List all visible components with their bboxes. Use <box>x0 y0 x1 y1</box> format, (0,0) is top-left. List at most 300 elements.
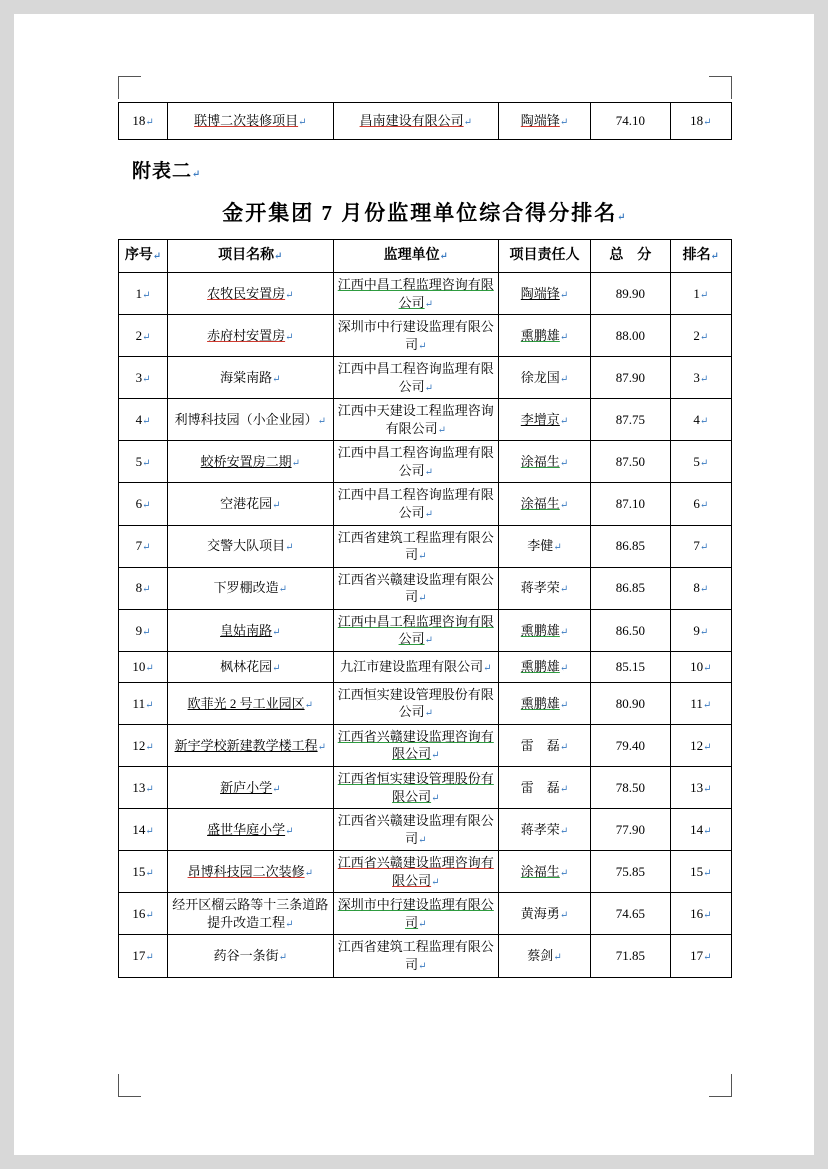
cell-unit <box>333 483 499 525</box>
cell-unit <box>333 525 499 567</box>
cell-text: 3 <box>693 369 700 385</box>
crop-mark-bottom-right <box>709 1074 732 1097</box>
cell-text: 徐龙国 <box>520 369 560 385</box>
cell-rank <box>670 682 731 724</box>
pilcrow-mark: ↵ <box>559 825 569 837</box>
cell-text: 78.50 <box>615 779 645 795</box>
cell-score <box>590 103 670 140</box>
cell-text: 联博二次装修项目 <box>194 113 299 129</box>
pilcrow-mark: ↵ <box>272 500 281 512</box>
pilcrow-mark: ↵ <box>699 289 709 301</box>
pilcrow-mark: ↵ <box>291 458 300 470</box>
table-row <box>119 399 732 441</box>
cell-text: 13 <box>132 779 146 795</box>
pilcrow-mark: ↵ <box>274 250 283 262</box>
pilcrow-mark: ↵ <box>285 542 294 554</box>
cell-text: 15 <box>690 863 704 879</box>
cell-rank <box>670 525 731 567</box>
cell-index <box>119 525 168 567</box>
cell-text: 空港花园 <box>220 496 273 512</box>
cell-project <box>168 441 334 483</box>
cell-text: 6 <box>693 496 700 512</box>
cell-project <box>168 399 334 441</box>
cell-text: 14 <box>132 821 146 837</box>
cell-text: 江西中昌工程咨询监理有限公司 <box>337 487 494 521</box>
pilcrow-mark: ↵ <box>699 626 709 638</box>
cell-unit <box>333 893 499 935</box>
cell-unit <box>333 724 499 766</box>
previous-table-last-row <box>118 102 732 140</box>
cell-rank <box>670 103 731 140</box>
pilcrow-mark: ↵ <box>703 952 712 964</box>
cell-text: 深圳市中行建设监理有限公司 <box>337 319 494 352</box>
table-row <box>119 767 732 809</box>
cell-text: 蔡剑 <box>527 948 554 964</box>
pilcrow-mark: ↵ <box>553 952 562 964</box>
pilcrow-mark: ↵ <box>142 500 151 512</box>
ranking-table <box>118 239 732 978</box>
cell-text: 江西中昌工程咨询监理有限公司 <box>337 445 494 478</box>
cell-project <box>168 357 334 399</box>
cell-text: 2 <box>135 327 143 343</box>
document-content <box>118 76 732 978</box>
cell-rank <box>670 724 731 766</box>
cell-index <box>119 483 168 525</box>
cell-person <box>499 609 591 651</box>
pilcrow-mark: ↵ <box>152 250 162 262</box>
cell-unit <box>333 103 499 140</box>
header-text: 项目责任人 <box>509 247 580 263</box>
pilcrow-mark: ↵ <box>703 663 712 675</box>
pilcrow-mark: ↵ <box>699 500 709 512</box>
cell-project <box>168 893 334 935</box>
cell-text: 药谷一条街 <box>213 948 279 964</box>
pilcrow-mark: ↵ <box>272 783 281 795</box>
cell-person <box>499 273 591 315</box>
cell-index <box>119 273 168 315</box>
pilcrow-mark: ↵ <box>145 825 154 837</box>
cell-text: 赤府村安置房 <box>207 327 286 343</box>
cell-text: 14 <box>690 821 704 837</box>
cell-text: 8 <box>693 580 700 596</box>
table-row <box>119 567 732 609</box>
cell-text: 8 <box>135 580 143 596</box>
pilcrow-mark: ↵ <box>702 699 712 711</box>
cell-text: 涂福生 <box>520 863 560 879</box>
cell-text: 1 <box>135 285 143 301</box>
cell-index <box>119 935 168 977</box>
pilcrow-mark: ↵ <box>431 876 440 888</box>
cell-person <box>499 851 591 893</box>
table-row <box>119 357 732 399</box>
cell-text: 深圳市中行建设监理有限公司 <box>337 897 494 930</box>
table-row <box>119 441 732 483</box>
pilcrow-mark: ↵ <box>145 783 154 795</box>
pilcrow-mark: ↵ <box>145 910 154 922</box>
cell-rank <box>670 315 731 357</box>
pilcrow-mark: ↵ <box>559 416 569 428</box>
cell-text: 87.50 <box>615 454 645 470</box>
pilcrow-mark: ↵ <box>272 663 281 675</box>
pilcrow-mark: ↵ <box>463 117 472 129</box>
cell-text: 79.40 <box>615 737 645 753</box>
cell-unit <box>333 315 499 357</box>
cell-rank <box>670 567 731 609</box>
cell-text: 74.10 <box>615 113 645 129</box>
pilcrow-mark: ↵ <box>703 825 712 837</box>
cell-text: 15 <box>132 863 146 879</box>
pilcrow-mark: ↵ <box>559 500 569 512</box>
cell-rank <box>670 767 731 809</box>
header-project <box>168 240 334 273</box>
pilcrow-mark: ↵ <box>142 542 151 554</box>
pilcrow-mark: ↵ <box>699 584 709 596</box>
table-row <box>119 315 732 357</box>
pilcrow-mark: ↵ <box>192 169 202 180</box>
pilcrow-mark: ↵ <box>559 117 569 129</box>
pilcrow-mark: ↵ <box>559 910 569 922</box>
table-row <box>119 525 732 567</box>
cell-text: 雷 磊 <box>520 779 560 795</box>
cell-project <box>168 273 334 315</box>
table-row <box>119 851 732 893</box>
cell-person <box>499 893 591 935</box>
cell-text: 黄海勇 <box>520 906 560 922</box>
crop-mark-bottom-left <box>118 1074 141 1097</box>
header-unit <box>333 240 499 273</box>
cell-text: 75.85 <box>615 863 645 879</box>
pilcrow-mark: ↵ <box>145 867 154 879</box>
cell-text: 11 <box>690 695 703 711</box>
pilcrow-mark: ↵ <box>703 910 712 922</box>
cell-text: 10 <box>132 659 146 675</box>
table-header-row <box>119 240 732 273</box>
cell-text: 江西省建筑工程监理有限公司 <box>337 939 494 972</box>
cell-text: 5 <box>135 454 143 470</box>
cell-person <box>499 315 591 357</box>
pilcrow-mark: ↵ <box>142 289 151 301</box>
cell-person <box>499 767 591 809</box>
cell-score <box>590 441 670 483</box>
cell-text: 江西省兴赣建设监理有限公司 <box>337 813 494 846</box>
cell-score <box>590 724 670 766</box>
pilcrow-mark: ↵ <box>418 834 427 846</box>
cell-unit <box>333 651 499 682</box>
header-score <box>590 240 670 273</box>
header-text: 监理单位 <box>383 247 440 263</box>
pilcrow-mark: ↵ <box>703 783 712 795</box>
cell-text: 86.85 <box>615 580 645 596</box>
cell-project <box>168 609 334 651</box>
cell-unit <box>333 682 499 724</box>
cell-text: 9 <box>135 622 143 638</box>
table-row <box>119 273 732 315</box>
cell-score <box>590 609 670 651</box>
cell-unit <box>333 567 499 609</box>
cell-rank <box>670 483 731 525</box>
cell-index <box>119 357 168 399</box>
header-text: 排名 <box>682 247 711 263</box>
cell-score <box>590 851 670 893</box>
cell-rank <box>670 893 731 935</box>
cell-index <box>119 315 168 357</box>
cell-person <box>499 567 591 609</box>
cell-text: 80.90 <box>615 695 645 711</box>
cell-text: 17 <box>132 948 146 964</box>
cell-score <box>590 651 670 682</box>
cell-project <box>168 724 334 766</box>
attachment-label-text: 附表二 <box>132 161 193 182</box>
cell-text: 江西省兴赣建设监理咨询有限公司 <box>337 728 494 762</box>
cell-person <box>499 441 591 483</box>
cell-project <box>168 483 334 525</box>
cell-text: 农牧民安置房 <box>207 285 286 301</box>
pilcrow-mark: ↵ <box>431 792 440 804</box>
pilcrow-mark: ↵ <box>559 458 569 470</box>
pilcrow-mark: ↵ <box>553 542 562 554</box>
table-row <box>119 682 732 724</box>
pilcrow-mark: ↵ <box>142 416 151 428</box>
cell-text: 江西中昌工程监理咨询有限公司 <box>337 613 494 647</box>
pilcrow-mark: ↵ <box>699 331 709 343</box>
cell-text: 11 <box>132 695 146 711</box>
cell-text: 昂博科技园二次装修 <box>187 863 305 879</box>
cell-text: 12 <box>690 737 704 753</box>
cell-text: 盛世华庭小学 <box>207 821 286 837</box>
cell-index <box>119 724 168 766</box>
cell-text: 涂福生 <box>520 454 560 470</box>
pilcrow-mark: ↵ <box>437 424 446 436</box>
cell-text: 江西中昌工程咨询监理有限公司 <box>337 361 494 394</box>
page-title <box>118 197 732 227</box>
cell-rank <box>670 935 731 977</box>
cell-unit <box>333 273 499 315</box>
cell-text: 九江市建设监理有限公司 <box>340 659 484 675</box>
cell-text: 蒋孝荣 <box>520 580 560 596</box>
header-rank <box>670 240 731 273</box>
pilcrow-mark: ↵ <box>703 867 712 879</box>
cell-text: 熏鹏雄 <box>520 327 560 343</box>
cell-person <box>499 357 591 399</box>
cell-index <box>119 567 168 609</box>
cell-text: 江西省兴赣建设监理有限公司 <box>337 571 494 605</box>
cell-text: 6 <box>135 496 143 512</box>
cell-text: 皇姑南路 <box>220 622 273 638</box>
cell-person <box>499 525 591 567</box>
pilcrow-mark: ↵ <box>142 373 151 385</box>
cell-project <box>168 935 334 977</box>
cell-text: 涂福生 <box>520 496 560 512</box>
cell-text: 江西省恒实建设管理股份有限公司 <box>337 771 494 804</box>
cell-score <box>590 893 670 935</box>
cell-index <box>119 399 168 441</box>
cell-text: 16 <box>132 906 146 922</box>
cell-text: 7 <box>135 538 143 554</box>
pilcrow-mark: ↵ <box>431 750 440 762</box>
pilcrow-mark: ↵ <box>424 298 433 310</box>
cell-text: 江西省兴赣建设监理咨询有限公司 <box>337 855 494 888</box>
cell-text: 9 <box>693 622 700 638</box>
cell-person <box>499 682 591 724</box>
pilcrow-mark: ↵ <box>703 117 712 129</box>
cell-person <box>499 651 591 682</box>
pilcrow-mark: ↵ <box>418 960 427 972</box>
cell-text: 欧菲光 2 号工业园区 <box>187 695 305 711</box>
pilcrow-mark: ↵ <box>142 626 151 638</box>
pilcrow-mark: ↵ <box>272 626 281 638</box>
pilcrow-mark: ↵ <box>142 458 151 470</box>
cell-text: 85.15 <box>615 659 645 675</box>
cell-person <box>499 399 591 441</box>
cell-score <box>590 357 670 399</box>
pilcrow-mark: ↵ <box>710 250 720 262</box>
cell-unit <box>333 767 499 809</box>
pilcrow-mark: ↵ <box>617 212 628 223</box>
cell-text: 4 <box>135 412 143 428</box>
cell-text: 熏鹏雄 <box>520 659 560 675</box>
pilcrow-mark: ↵ <box>278 952 287 964</box>
cell-rank <box>670 399 731 441</box>
pilcrow-mark: ↵ <box>145 741 154 753</box>
cell-index <box>119 851 168 893</box>
cell-index <box>119 103 168 140</box>
cell-text: 李健 <box>527 538 554 554</box>
pilcrow-mark: ↵ <box>418 918 427 930</box>
cell-project <box>168 809 334 851</box>
cell-rank <box>670 609 731 651</box>
pilcrow-mark: ↵ <box>285 331 294 343</box>
cell-person <box>499 483 591 525</box>
cell-text: 3 <box>135 369 143 385</box>
pilcrow-mark: ↵ <box>699 416 709 428</box>
table-row <box>119 724 732 766</box>
cell-text: 熏鹏雄 <box>520 622 560 638</box>
cell-text: 李增京 <box>520 412 560 428</box>
pilcrow-mark: ↵ <box>699 458 709 470</box>
cell-text: 77.90 <box>615 821 645 837</box>
cell-rank <box>670 809 731 851</box>
cell-unit <box>333 809 499 851</box>
cell-index <box>119 809 168 851</box>
pilcrow-mark: ↵ <box>559 626 569 638</box>
pilcrow-mark: ↵ <box>278 584 287 596</box>
cell-unit <box>333 441 499 483</box>
pilcrow-mark: ↵ <box>285 825 294 837</box>
cell-text: 江西恒实建设管理股份有限公司 <box>337 686 494 720</box>
cell-text: 88.00 <box>615 327 645 343</box>
cell-text: 经开区榴云路等十三条道路提升改造工程 <box>172 897 329 930</box>
pilcrow-mark: ↵ <box>142 584 151 596</box>
pilcrow-mark: ↵ <box>699 373 709 385</box>
pilcrow-mark: ↵ <box>145 663 154 675</box>
cell-text: 江西中昌工程监理咨询有限公司 <box>337 277 494 310</box>
pilcrow-mark: ↵ <box>699 542 709 554</box>
cell-text: 海棠南路 <box>220 369 273 385</box>
pilcrow-mark: ↵ <box>424 509 433 521</box>
pilcrow-mark: ↵ <box>304 867 313 879</box>
cell-text: 熏鹏雄 <box>520 695 560 711</box>
cell-unit <box>333 851 499 893</box>
cell-text: 江西中天建设工程监理咨询有限公司 <box>337 403 494 436</box>
pilcrow-mark: ↵ <box>142 331 151 343</box>
pilcrow-mark: ↵ <box>272 373 281 385</box>
cell-text: 1 <box>693 285 700 301</box>
pilcrow-mark: ↵ <box>317 741 326 753</box>
cell-text: 2 <box>693 327 700 343</box>
pilcrow-mark: ↵ <box>559 289 569 301</box>
attachment-label <box>132 156 732 183</box>
cell-score <box>590 935 670 977</box>
cell-text: 交警大队项目 <box>207 538 286 554</box>
cell-score <box>590 315 670 357</box>
pilcrow-mark: ↵ <box>145 117 154 129</box>
cell-project <box>168 525 334 567</box>
cell-text: 17 <box>690 948 704 964</box>
cell-text: 蛟桥安置房二期 <box>200 454 292 470</box>
cell-text: 87.10 <box>615 496 645 512</box>
pilcrow-mark: ↵ <box>304 699 313 711</box>
cell-index <box>119 893 168 935</box>
cell-text: 陶端锋 <box>520 285 560 301</box>
cell-text: 18 <box>132 113 146 129</box>
cell-project <box>168 851 334 893</box>
pilcrow-mark: ↵ <box>424 382 433 394</box>
pilcrow-mark: ↵ <box>559 663 569 675</box>
cell-text: 新宇学校新建教学楼工程 <box>174 737 318 753</box>
cell-text: 87.75 <box>615 412 645 428</box>
pilcrow-mark: ↵ <box>559 783 569 795</box>
pilcrow-mark: ↵ <box>424 466 433 478</box>
table-row <box>119 809 732 851</box>
cell-person <box>499 724 591 766</box>
cell-text: 12 <box>132 737 146 753</box>
cell-text: 74.65 <box>615 906 645 922</box>
cell-text: 利博科技园（小企业园） <box>174 412 318 428</box>
cell-project <box>168 567 334 609</box>
cell-score <box>590 682 670 724</box>
cell-text: 10 <box>690 659 704 675</box>
cell-score <box>590 483 670 525</box>
cell-text: 13 <box>690 779 704 795</box>
cell-score <box>590 567 670 609</box>
cell-text: 4 <box>693 412 700 428</box>
cell-text: 下罗棚改造 <box>213 580 279 596</box>
table-row <box>119 483 732 525</box>
pilcrow-mark: ↵ <box>559 741 569 753</box>
pilcrow-mark: ↵ <box>145 699 154 711</box>
cell-index <box>119 651 168 682</box>
pilcrow-mark: ↵ <box>418 340 427 352</box>
cell-project <box>168 315 334 357</box>
pilcrow-mark: ↵ <box>285 918 294 930</box>
cell-project <box>168 103 334 140</box>
cell-text: 7 <box>693 538 700 554</box>
cell-rank <box>670 357 731 399</box>
cell-text: 雷 磊 <box>520 737 560 753</box>
cell-index <box>119 767 168 809</box>
cell-index <box>119 682 168 724</box>
cell-person <box>499 103 591 140</box>
table-row <box>119 893 732 935</box>
cell-score <box>590 767 670 809</box>
header-person <box>499 240 591 273</box>
cell-text: 新庐小学 <box>220 779 273 795</box>
pilcrow-mark: ↵ <box>483 663 492 675</box>
cell-text: 18 <box>690 113 704 129</box>
cell-score <box>590 809 670 851</box>
pilcrow-mark: ↵ <box>559 867 569 879</box>
cell-text: 江西省建筑工程监理有限公司 <box>337 529 494 563</box>
